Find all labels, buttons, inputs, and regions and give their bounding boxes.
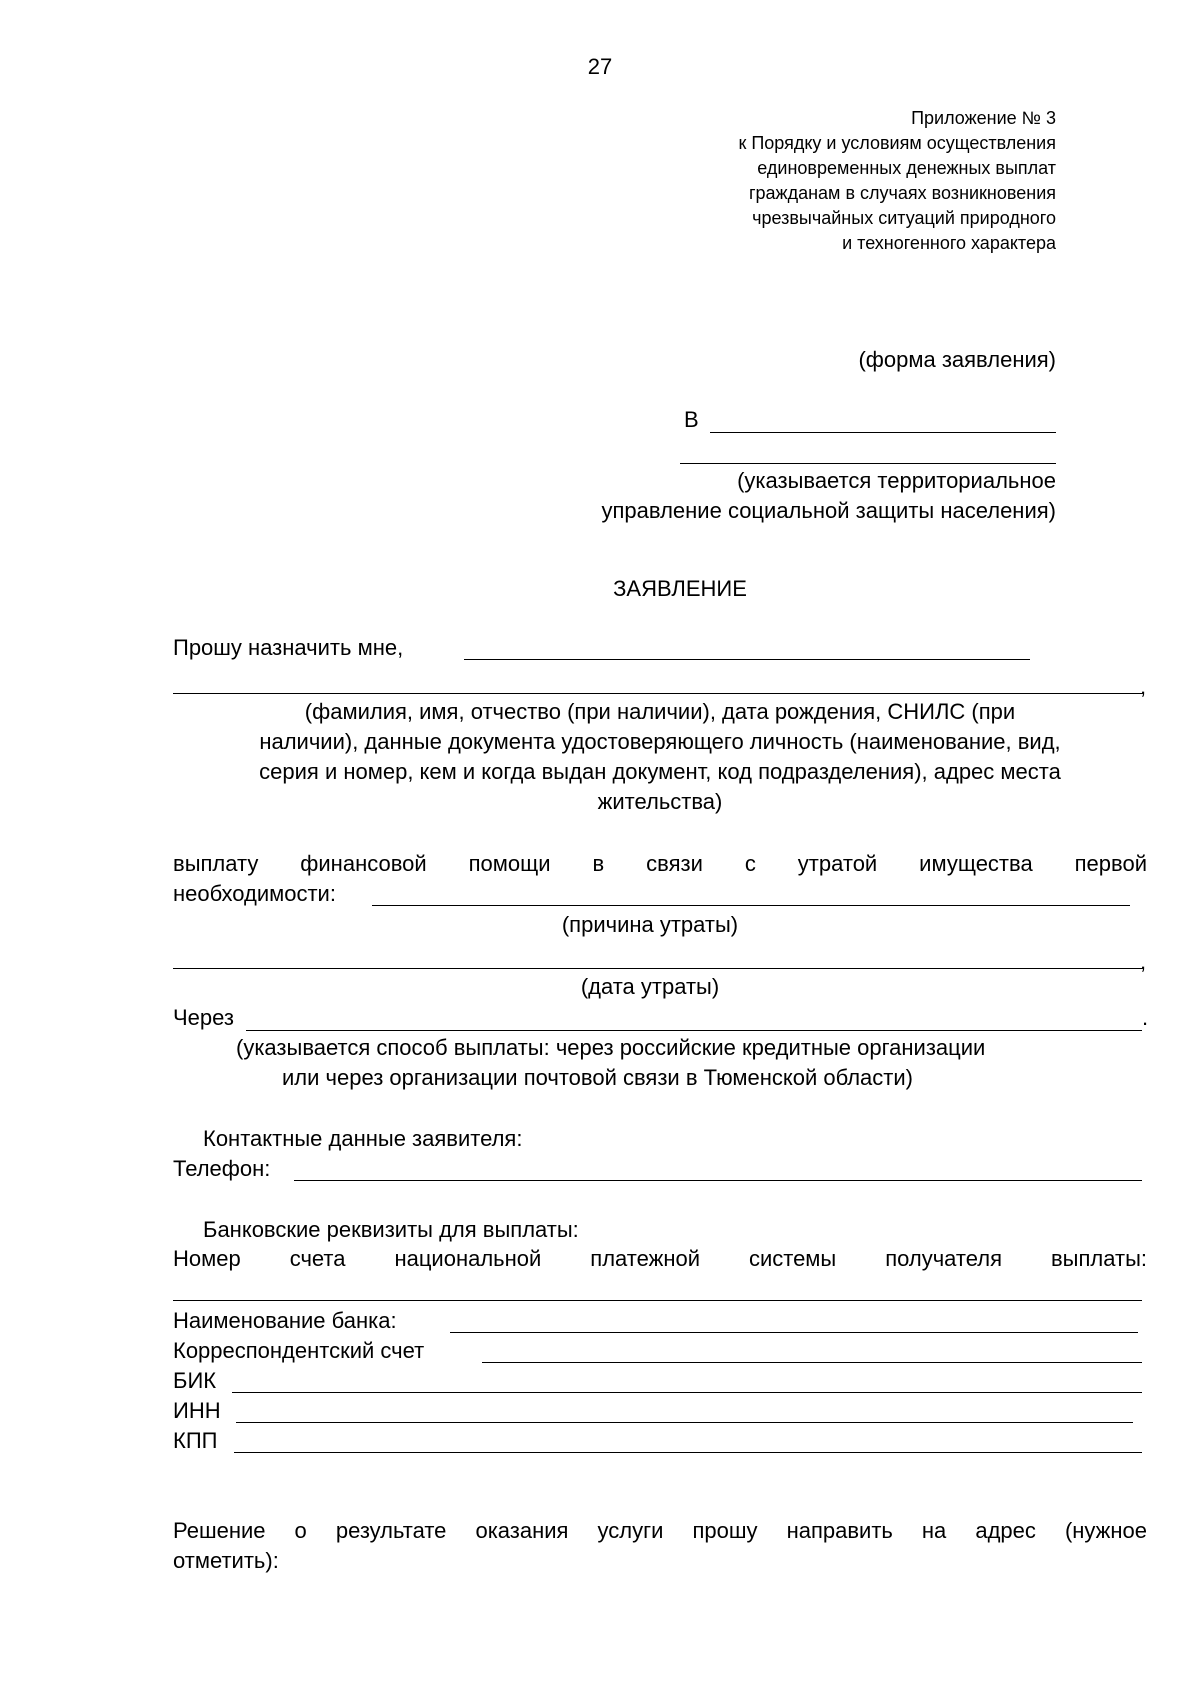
phone-line[interactable] [294,1180,1142,1181]
corr-account-label: Корреспондентский счет [173,1338,425,1363]
date-note: (дата утраты) [580,974,720,999]
appendix-line: гражданам в случаях возникновения [748,183,1056,203]
addressee-prefix: В [684,407,699,432]
request-prefix: Прошу назначить мне, [173,635,404,660]
decision-line1: Решение о результате оказания услуги прошу направить на адрес (нужное [173,1518,1147,1543]
appendix-block [536,106,1056,256]
appendix-line: единовременных денежных выплат [757,158,1056,178]
date-comma: , [1140,949,1147,974]
kpp-label: КПП [173,1428,218,1453]
payment-line2-prefix: необходимости: [173,881,336,906]
appendix-line: к Порядку и условиям осуществления [738,133,1056,153]
request-comma: , [1140,674,1147,699]
bik-line[interactable] [232,1392,1142,1393]
bank-name-label: Наименование банка: [173,1308,397,1333]
addressee-note-line1: (указывается территориальное [737,468,1056,493]
phone-label: Телефон: [173,1156,271,1181]
request-note-line: наличии), данные документа удостоверяющего личность (наименование, вид, [259,729,1061,754]
page-number: 27 [587,54,613,79]
addressee-line-1[interactable] [710,432,1056,433]
via-prefix: Через [173,1005,234,1030]
reason-note: (причина утраты) [561,912,739,937]
bank-name-line[interactable] [450,1332,1138,1333]
via-end: . [1142,1005,1149,1030]
method-note-line1: (указывается способ выплаты: через российские кредитные организации [236,1035,986,1060]
inn-line[interactable] [236,1422,1133,1423]
payment-line1: выплату финансовой помощи в связи с утратой имущества первой [173,851,1147,876]
corr-account-line[interactable] [482,1362,1142,1363]
request-line-1[interactable] [464,659,1030,660]
bik-label: БИК [173,1368,217,1393]
form-label: (форма заявления) [858,347,1056,372]
document-title: ЗАЯВЛЕНИЕ [613,576,747,601]
method-note-line2: или через организации почтовой связи в Тюменской области) [282,1065,913,1090]
inn-label: ИНН [173,1398,221,1423]
reason-line[interactable] [372,905,1130,906]
via-line[interactable] [246,1030,1142,1031]
bank-heading: Банковские реквизиты для выплаты: [203,1217,579,1242]
contacts-heading: Контактные данные заявителя: [203,1126,523,1151]
date-line[interactable] [173,968,1142,969]
request-note-line: (фамилия, имя, отчество (при наличии), дата рождения, СНИЛС (при [304,699,1016,724]
request-note-line: жительства) [597,789,723,814]
account-label: Номер счета национальной платежной системы получателя выплаты: [173,1246,1147,1271]
decision-line2: отметить): [173,1548,279,1573]
request-line-2[interactable] [173,693,1142,694]
appendix-line: Приложение № 3 [911,108,1056,128]
appendix-line: чрезвычайных ситуаций природного [752,208,1056,228]
kpp-line[interactable] [234,1452,1142,1453]
account-line[interactable] [173,1300,1142,1301]
request-note [173,697,1147,817]
appendix-line: и техногенного характера [842,233,1056,253]
addressee-line-2[interactable] [680,463,1056,464]
addressee-note-line2: управление социальной защиты населения) [601,498,1056,523]
request-note-line: серия и номер, кем и когда выдан документ, код подразделения), адрес места [259,759,1061,784]
